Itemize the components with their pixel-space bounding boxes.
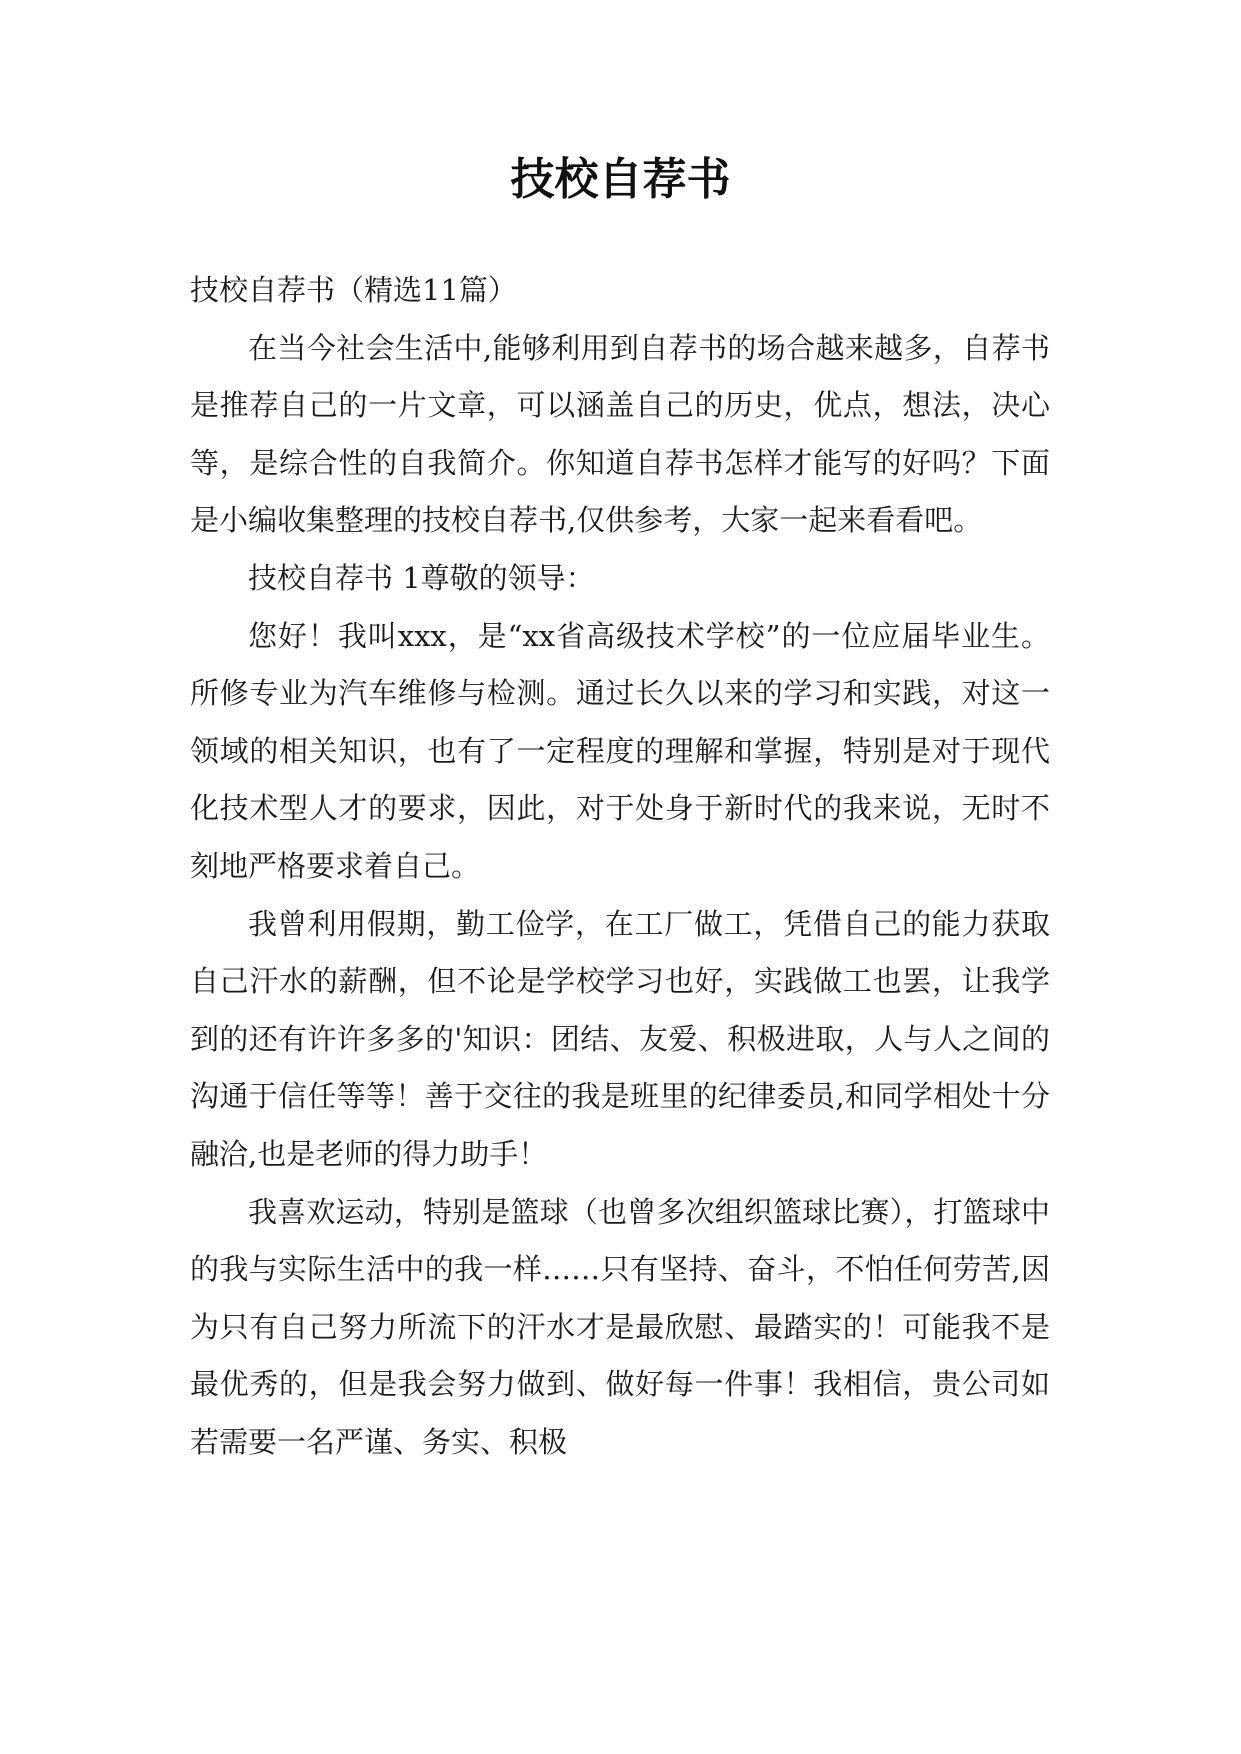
intro-paragraph: 在当今社会生活中,能够利用到自荐书的场合越来越多，自荐书是推荐自己的一片文章，可以涵盖自己的历史，优点，想法，决心等，是综合性的自我简介。你知道自荐书怎样才能写的好吗？下面是小编收集整理的技校自荐书,仅供参考，大家一起来看看吧。 bbox=[190, 330, 1050, 538]
document-title: 技校自荐书 bbox=[510, 154, 731, 205]
work-experience-paragraph: 我曾利用假期，勤工俭学，在工厂做工，凭借自己的能力获取自己汗水的薪酬，但不论是学校学习也好，实践做工也罢，让我学到的还有许许多多的'知识：团结、友爱、积极进取，人与人之间的沟通于信任等等！善于交往的我是班里的纪律委员,和同学相处十分融洽,也是老师的得力助手！ bbox=[190, 906, 1050, 1171]
document-body bbox=[190, 262, 1050, 1471]
hobbies-paragraph: 我喜欢运动，特别是篮球（也曾多次组织篮球比赛），打篮球中的我与实际生活中的我一样……只有坚持、奋斗，不怕任何劳苦,因为只有自己努力所流下的汗水才是最欣慰、最踏实的！可能我不是最优秀的，但是我会努力做到、做好每一件事！我相信，贵公司如若需要一名严谨、务实、积极 bbox=[190, 1194, 1050, 1459]
self-introduction-paragraph: 您好！我叫xxx，是“xx省高级技术学校”的一位应届毕业生。所修专业为汽车维修与检测。通过长久以来的学习和实践，对这一领域的相关知识，也有了一定程度的理解和掌握，特别是对于现代化技术型人才的要求，因此，对于处身于新时代的我来说，无时不刻地严格要求着自己。 bbox=[190, 618, 1050, 883]
subtitle-paragraph: 技校自荐书（精选11篇） bbox=[190, 273, 517, 307]
letter-heading-paragraph: 技校自荐书 1尊敬的领导： bbox=[248, 560, 595, 595]
